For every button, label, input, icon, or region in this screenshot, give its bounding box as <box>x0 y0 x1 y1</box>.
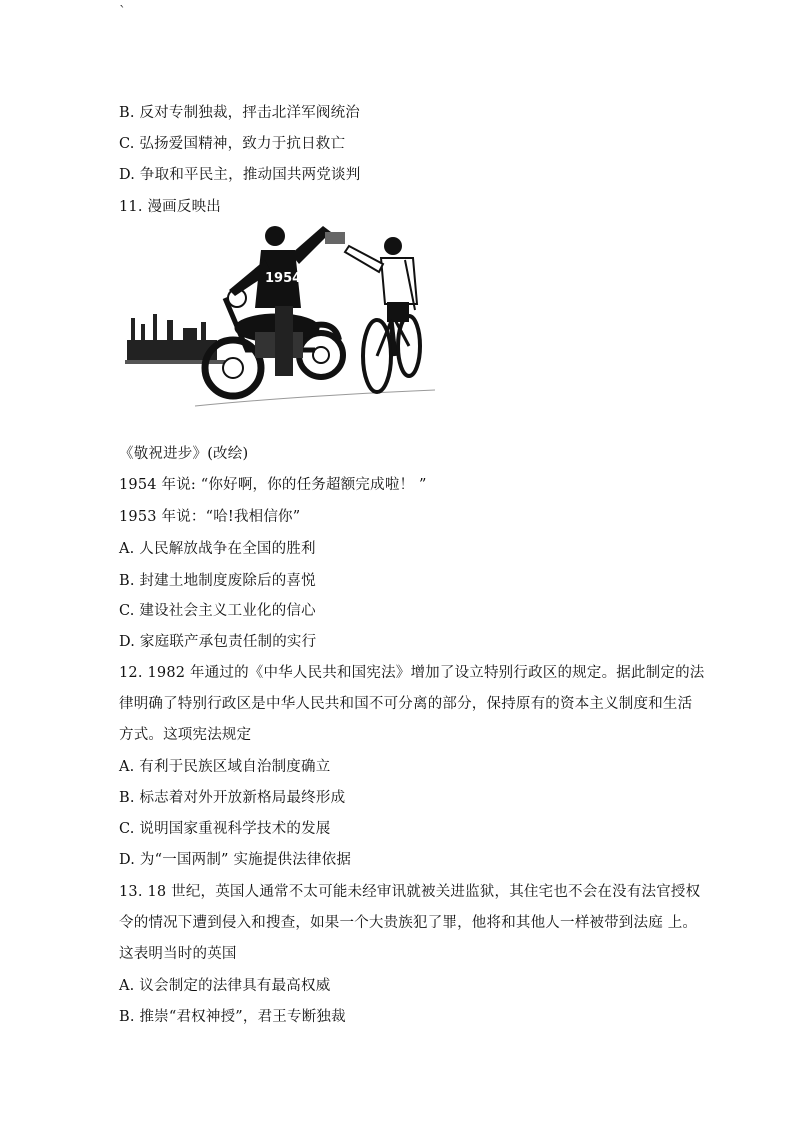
q10-option-c: C. 弘扬爱国精神，致力于抗日救亡 <box>119 136 346 152</box>
q12-stem-line-3: 方式。这项宪法规定 <box>119 727 252 743</box>
q12-option-c: C. 说明国家重视科学技术的发展 <box>119 821 331 837</box>
stray-mark: ` <box>119 4 126 20</box>
q13-stem-line-1: 13. 18 世纪，英国人通常不太可能未经审讯就被关进监狱，其住宅也不会在没有法官授权 <box>119 884 701 900</box>
q11-caption: 《敬祝进步》(改绘) <box>119 446 249 462</box>
q10-option-b: B. 反对专制独裁，抨击北洋军阀统治 <box>119 105 360 121</box>
q11-option-c: C. 建设社会主义工业化的信心 <box>119 603 316 619</box>
q12-option-d: D. 为“一国两制” 实施提供法律依据 <box>119 852 352 868</box>
handshake <box>325 232 345 244</box>
q12-stem-line-1: 12. 1982 年通过的《中华人民共和国宪法》增加了设立特别行政区的规定。据此制定的法 <box>119 665 705 681</box>
q11-speech-1953: 1953 年说：“哈!我相信你” <box>119 509 301 525</box>
q13-stem-line-2: 令的情况下遭到侵入和搜查，如果一个大贵族犯了罪，他将和其他人一样被带到法庭 上。 <box>119 915 698 931</box>
q11-option-d: D. 家庭联产承包责任制的实行 <box>119 634 317 650</box>
q12-option-b: B. 标志着对外开放新格局最终形成 <box>119 790 346 806</box>
shirt-number: 1954 <box>265 271 302 286</box>
q11-option-a: A. 人民解放战争在全国的胜利 <box>119 541 316 557</box>
q11-option-b: B. 封建土地制度废除后的喜悦 <box>119 573 316 589</box>
q13-option-a: A. 议会制定的法律具有最高权威 <box>119 978 331 994</box>
q10-option-d: D. 争取和平民主，推动国共两党谈判 <box>119 167 361 183</box>
q13-option-b: B. 推崇“君权神授”，君王专断独裁 <box>119 1009 346 1025</box>
cartoon-figure <box>125 220 437 412</box>
q12-stem-line-2: 律明确了特别行政区是中华人民共和国不可分离的部分，保持原有的资本主义制度和生活 <box>119 696 693 712</box>
cartoon-illustration <box>125 220 437 412</box>
q12-option-a: A. 有利于民族区域自治制度确立 <box>119 759 331 775</box>
q13-stem-line-3: 这表明当时的英国 <box>119 946 237 962</box>
q11-speech-1954: 1954 年说: “你好啊，你的任务超额完成啦！ ” <box>119 477 427 493</box>
q11-stem: 11. 漫画反映出 <box>119 199 221 215</box>
